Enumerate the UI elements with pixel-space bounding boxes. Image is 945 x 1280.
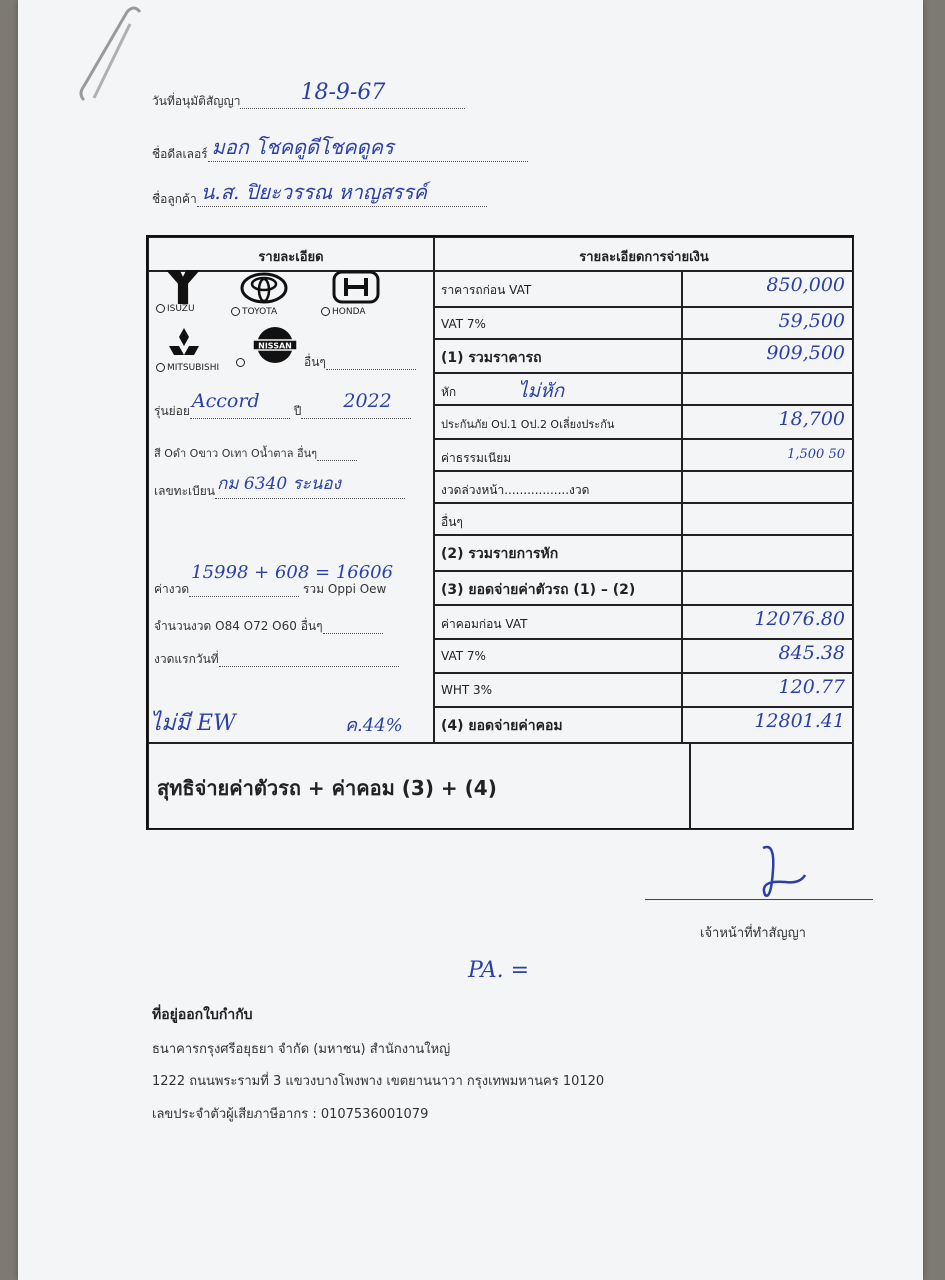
approval-date-field: วันที่อนุมัติสัญญา 18-9-67 xyxy=(152,92,465,111)
payment-row-label: (4) ยอดจ่ายค่าคอม xyxy=(434,707,682,743)
net-payment-label: สุทธิจ่ายค่าตัวรถ + ค่าคอม (3) + (4) xyxy=(148,743,690,830)
tax-id-line: เลขประจำตัวผู้เสียภาษีอากร : 0107536001079 xyxy=(152,1107,429,1122)
plate-field: เลขทะเบียน กม 6340 ระนอง xyxy=(154,482,405,501)
handwritten-pa: PA. = xyxy=(468,958,530,983)
first-installment-field: งวดแรกวันที่ xyxy=(154,650,399,669)
installment-field: ค่างวด 15998 + 608 = 16606 รวม Oppi Oew xyxy=(154,562,394,596)
handwritten-note-ew: ไม่มี EW xyxy=(150,711,236,736)
payment-row-value xyxy=(518,373,854,405)
payment-row-label: อื่นๆ xyxy=(434,503,682,535)
payment-row-value xyxy=(682,503,854,535)
payment-row-label: (2) รวมรายการหัก xyxy=(434,535,682,571)
payment-value-text: 845.38 xyxy=(778,642,845,664)
payment-value-text: 18,700 xyxy=(778,408,845,430)
paperclip-icon xyxy=(72,2,142,112)
model-field: รุ่นย่อย Accord ปี 2022 xyxy=(154,402,411,421)
color-field: สี Oดำ Oขาว Oเทา Oน้ำตาล อื่นๆ xyxy=(154,444,357,462)
nissan-logo xyxy=(236,325,300,368)
payment-value-text: 909,500 xyxy=(766,342,845,364)
payment-row-value xyxy=(682,571,854,605)
signature-line xyxy=(645,899,873,900)
payment-row-label: VAT 7% xyxy=(434,639,682,673)
payment-row-label: VAT 7% xyxy=(434,307,682,339)
isuzu-logo: ISUZU xyxy=(156,270,200,314)
payment-value-text: 12076.80 xyxy=(754,608,845,630)
brand-logos xyxy=(156,270,426,380)
invoice-address-title: ที่อยู่ออกใบกำกับ xyxy=(152,1007,253,1023)
payment-row-value xyxy=(682,673,854,707)
payment-value-text: 59,500 xyxy=(778,310,845,332)
svg-text:NISSAN: NISSAN xyxy=(258,341,292,351)
invoice-address-line2: 1222 ถนนพระรามที่ 3 แขวงบางโพงพาง เขตยานนาวา กรุงเทพมหานคร 10120 xyxy=(152,1074,605,1089)
payment-row-value xyxy=(682,605,854,639)
installment-count-field: จำนวนงวด O84 O72 O60 อื่นๆ xyxy=(154,617,383,636)
toyota-logo: TOYOTA xyxy=(231,272,289,317)
payment-row-label: WHT 3% xyxy=(434,673,682,707)
payment-row-label: งวดล่วงหน้า.................งวด xyxy=(434,471,682,503)
payment-row-label: (3) ยอดจ่ายค่าตัวรถ (1) – (2) xyxy=(434,571,682,605)
payment-value-text: 850,000 xyxy=(766,274,845,296)
payment-row-value xyxy=(682,639,854,673)
payment-value-text: ไม่หัก xyxy=(518,380,565,402)
dealer-field: ชื่อดีลเลอร์ มอก โชคดูดีโชคดูคร xyxy=(152,145,528,164)
payment-row-label: (1) รวมราคารถ xyxy=(434,339,682,373)
net-payment-value xyxy=(690,743,854,830)
payment-row-value xyxy=(682,405,854,439)
payment-row-value xyxy=(682,439,854,471)
payment-value-text: 120.77 xyxy=(778,676,845,698)
payment-row-value xyxy=(682,471,854,503)
left-header: รายละเอียด xyxy=(148,237,434,271)
payment-row-value xyxy=(682,535,854,571)
payment-value-text: 1,500 50 xyxy=(787,447,845,462)
handwritten-note-percent: ค.44% xyxy=(345,715,403,736)
signature-role: เจ้าหน้าที่ทำสัญญา xyxy=(700,926,806,941)
payment-row-label: หัก xyxy=(434,373,682,405)
payment-row-value xyxy=(682,307,854,339)
payment-row-label: ค่าธรรมเนียม xyxy=(434,439,682,471)
invoice-address-line1: ธนาคารกรุงศรีอยุธยา จำกัด (มหาชน) สำนักงานใหญ่ xyxy=(152,1042,451,1057)
right-header: รายละเอียดการจ่ายเงิน xyxy=(434,237,854,271)
honda-logo: HONDA xyxy=(321,270,383,317)
payment-row-value xyxy=(682,707,854,743)
payment-row-value xyxy=(682,271,854,307)
payment-row-label: ราคารถก่อน VAT xyxy=(434,271,682,307)
payment-value-text: 12801.41 xyxy=(754,710,845,732)
other-brand-field: อื่นๆ xyxy=(304,353,416,372)
customer-field: ชื่อลูกค้า น.ส. ปิยะวรรณ หาญสรรค์ xyxy=(152,190,487,209)
mitsubishi-logo: MITSUBISHI xyxy=(156,328,219,373)
payment-row-label: ค่าคอมก่อน VAT xyxy=(434,605,682,639)
payment-row-label: ประกันภัย Oป.1 Oป.2 Oเลี่ยงประกัน xyxy=(434,405,682,439)
payment-row-value xyxy=(682,339,854,373)
